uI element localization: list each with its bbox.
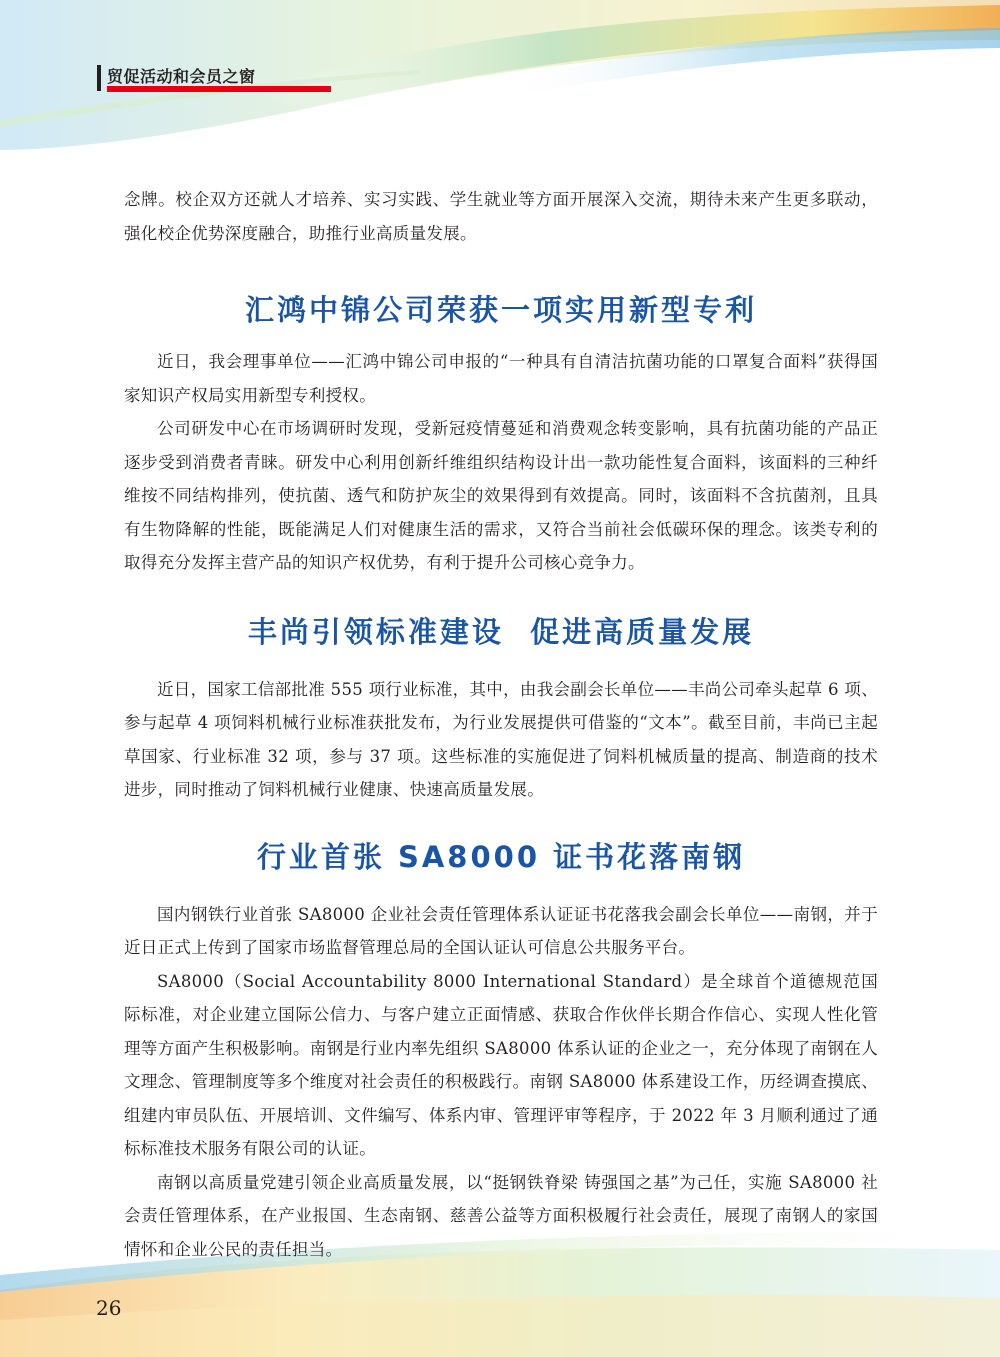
article-paragraph: 近日，我会理事单位——汇鸿中锦公司申报的“一种具有自清洁抗菌功能的口罩复合面料”获得国家知识产权局实用新型专利授权。 (124, 352, 878, 405)
article-paragraph: 南钢以高质量党建引领企业高质量发展，以“挺钢铁脊梁 铸强国之基”为己任，实施 SA8000 社会责任管理体系，在产业报国、生态南钢、慈善公益等方面积极履行社会责任，展现了南钢人的家国情怀和企业公民的责任担当。 (124, 1172, 878, 1259)
section-header-underline (107, 86, 331, 92)
section-header-label: 贸促活动和会员之窗 (107, 67, 256, 86)
intro-paragraph: 念牌。校企双方还就人才培养、实习实践、学生就业等方面开展深入交流，期待未来产生更多联动，强化校企优势深度融合，助推行业高质量发展。 (124, 190, 878, 243)
article-title-sa8000: 行业首张 SA8000 证书花落南钢 (256, 839, 746, 874)
article-paragraph: SA8000（Social Accountability 8000 International Standard）是全球首个道德规范国际标准，对企业建立国际公信力、与客户建立正面情感、获取合作伙伴长期合作信心、实现人性化管理等方面产生积极影响。南钢是行业内率先组织 SA8000 体系认证的企业之一，充分体现了南钢在人文理念、管理制度等多个维度对社会责任的积极践行。南钢 SA8000 体系建设工作，历经调查摸底、组建内审员队伍、开展培训、文件编写、体系内审、管理评审等程序，于 2022 年 3 月顺利通过了通标标准技术服务有限公司的认证。 (124, 971, 878, 1158)
article-paragraph: 国内钢铁行业首张 SA8000 企业社会责任管理体系认证证书花落我会副会长单位——南钢，并于近日正式上传到了国家市场监督管理总局的全国认证认可信息公共服务平台。 (124, 904, 878, 957)
page-number: 26 (96, 1296, 122, 1320)
article-body (124, 183, 878, 1266)
article-title-standards: 丰尚引领标准建设 促进高质量发展 (247, 614, 755, 649)
article-title-patent: 汇鸿中锦公司荣获一项实用新型专利 (244, 293, 757, 327)
article-paragraph: 公司研发中心在市场调研时发现，受新冠疫情蔓延和消费观念转变影响，具有抗菌功能的产品正逐步受到消费者青睐。研发中心利用创新纤维组织结构设计出一款功能性复合面料，该面料的三种纤维按不同结构排列，使抗菌、透气和防护灰尘的效果得到有效提高。同时，该面料不含抗菌剂，且具有生物降解的性能，既能满足人们对健康生活的需求，又符合当前社会低碳环保的理念。该类专利的取得充分发挥主营产品的知识产权优势，有利于提升公司核心竞争力。 (124, 419, 878, 572)
section-header-bar (97, 65, 101, 91)
article-paragraph: 近日，国家工信部批准 555 项行业标准，其中，由我会副会长单位——丰尚公司牵头起草 6 项、参与起草 4 项饲料机械行业标准获批发布，为行业发展提供可借鉴的“文本”。截至目前，丰尚已主起草国家、行业标准 32 项，参与 37 项。这些标准的实施促进了饲料机械质量的提高、制造商的技术进步，同时推动了饲料机械行业健康、快速高质量发展。 (124, 679, 878, 799)
